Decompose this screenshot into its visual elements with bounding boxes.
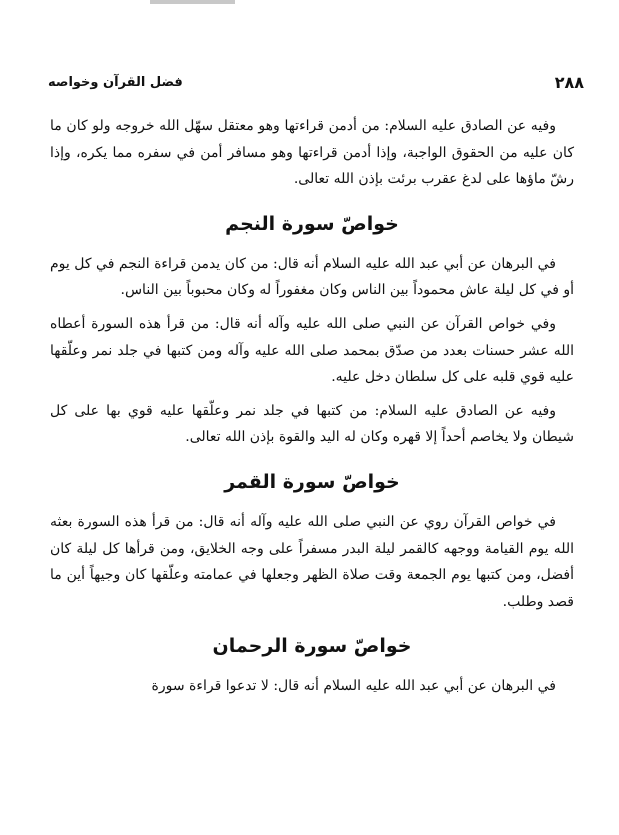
- heading-surat-al-rahman: خواصّ سورة الرحمان: [212, 635, 412, 658]
- paragraph-sadiq-prison: وفيه عن الصادق عليه السلام: من أدمن قراءتها وهو معتقل سهّل الله خروجه ولو كان ما كان عليه من الحقوق الواجبة، وإذا أدمن قراءتها وهو مسافر أمن في سفره مما يكره، وإذا رشّ ماؤها على لدغ عقرب برئت بإذن الله تعالى.: [50, 118, 574, 188]
- paragraph-burhan-rahman: في البرهان عن أبي عبد الله عليه السلام أنه قال: لا تدعوا قراءة سورة: [151, 678, 556, 695]
- heading-surat-al-najm: خواصّ سورة النجم: [225, 212, 399, 235]
- top-edge-mark: [150, 0, 235, 4]
- paragraph-khawas-najm: وفي خواص القرآن عن النبي صلى الله عليه وآله أنه قال: من قرأ هذه السورة أعطاه الله عشر حسنات بعدد من صدّق بمحمد صلى الله عليه وآله ومن كتبها في جلد نمر وعلّقها عليه قوي قلبه على كل سلطان دخل عليه.: [50, 315, 574, 386]
- page-body: [50, 113, 574, 707]
- running-title: فضل القرآن وخواصه: [48, 74, 183, 90]
- paragraph-khawas-qamar: في خواص القرآن روي عن النبي صلى الله عليه وآله أنه قال: من قرأ هذه السورة بعثه الله يوم القيامة ووجهه كالقمر ليلة البدر مسفراً على وجه الخلايق، ومن قرأها كل ليلة كان أفضل، ومن كتبها يوم الجمعة وقت صلاة الظهر وجعلها في عمامته وعلّقها كان وجيهاً أين ما قصد وطلب.: [50, 513, 574, 610]
- paragraph-burhan-najm: في البرهان عن أبي عبد الله عليه السلام أنه قال: من كان يدمن قراءة النجم في كل يوم أو في كل ليلة عاش محموداً بين الناس وكان مغفوراً له وكان محبوباً بين الناس.: [50, 255, 574, 299]
- page-number: ٢٨٨: [554, 72, 584, 92]
- heading-surat-al-qamar: خواصّ سورة القمر: [224, 470, 400, 493]
- paragraph-sadiq-najm: وفيه عن الصادق عليه السلام: من كتبها في جلد نمر وعلّقها عليه قوي بها على كل شيطان ولا يخاصم أحداً إلا قهره وكان له اليد والقوة بإذن الله تعالى.: [50, 402, 574, 446]
- page-header: [48, 68, 584, 96]
